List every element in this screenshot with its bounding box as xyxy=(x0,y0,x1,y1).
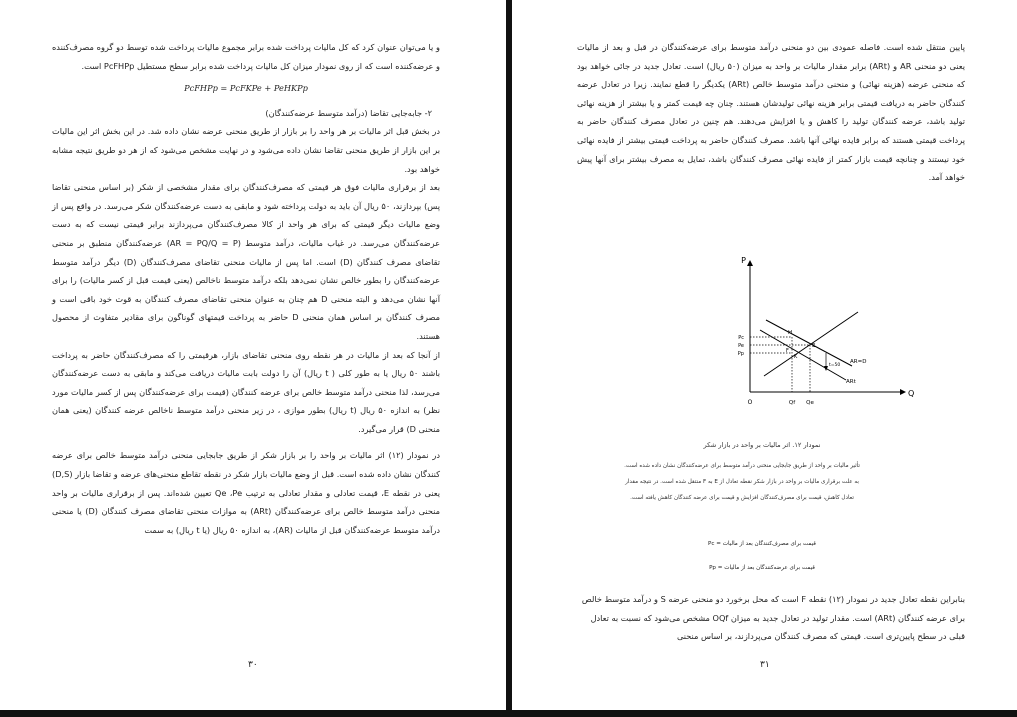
bottom-border xyxy=(0,710,1017,717)
price-label-pe: Pe xyxy=(738,343,744,349)
tax-equation: PcFHPp = PcFKPe + PeHKPp xyxy=(184,83,308,94)
axes xyxy=(747,260,906,395)
tax-diagram xyxy=(726,254,915,410)
section-heading: ۲- جابه‌جایی تقاضا (درآمد متوسط عرضه‌کنندگان) xyxy=(265,107,432,118)
left-text-column xyxy=(52,38,440,539)
ar-t-curve-label: ARt xyxy=(846,379,856,385)
right-text-column xyxy=(577,38,965,187)
point-k-label: K xyxy=(794,354,798,360)
consumer-price-definition: قیمت برای مصرف‌کنندگان بعد از مالیات = Pc xyxy=(708,541,816,547)
page-number: ۳۱ xyxy=(760,660,770,670)
right-page xyxy=(512,0,1017,710)
paragraph: پایین منتقل شده است. فاصله عمودی بین دو منحنی درآمد متوسط برای عرضه‌کنندگان در قبل و بعد از مالیات یعنی دو منحنی AR و (ARt) برابر مقدار مالیات بر واحد به میزان (۵۰ ریال) است. تعادل جدید در جائی خواهد بود که منحنی عرضه (هزینه نهائی) و منحنی درآمد متوسط خالص (ARt) یکدیگر را قطع نمایند. زیرا در تعادل عرضه کنندگان حاضر به دریافت قیمتی برابر هزینه نهائی تولیدشان هستند. چنان چه قیمت کمتر و یا بیشتر از هزینه نهائی تولید باشد، عرضه کنندگان تولید را کاهش و یا افزایش می‌دهند. هم چنین در تعادل مصرف کنندگان حاضر به پرداخت قیمتی هستند که برابر فایده نهائی آنها باشد. مصرف کنندگان حاضر به پرداخت قیمتی بیشتر از فایده نهائی خود نیستند و چنانچه قیمت بازار کمتر از فایده نهائی مصرف کنندگان باشد، تمایل به مصرف بیشتر برای آنها پیش خواهد آمد. xyxy=(577,42,965,183)
left-page xyxy=(0,0,506,710)
point-h-label: H xyxy=(788,330,793,336)
qty-label-qf: Qf xyxy=(788,400,796,406)
paragraph: در بخش قبل اثر مالیات بر هر واحد را بر بازار از طریق منحنی عرضه نشان داده شد. در این بخش اثر این مالیات بر این بازار از طریق منحنی تقاضا نشان داده می‌شود و در نهایت مشخص می‌شود که از هر دو طریق نتیجه مشابه خواهد بود. xyxy=(52,126,440,174)
figure-caption-title: نمودار ۱۲. اثر مالیات بر واحد در بازار شکر xyxy=(703,441,821,449)
paragraph: از آنجا که بعد از مالیات در هر نقطه روی منحنی تقاضای بازار، هرقیمتی را که مصرف‌کنندگان حاضر به پرداخت باشند ۵۰ ریال یا به طور کلی ( t ریال) آن را دولت بابت مالیات دریافت می‌کند و مابقی به دست عرضه‌کنندگان می‌رسد، لذا منحنی درآمد متوسط خالص برای عرضه کنندگان (قیمت برای عرضه‌کنندگان پس از کسر مالیات مورد نظر) به اندازه ۵۰ ریال (t ریال) بطور موازی ، در زیر منحنی درآمد متوسط ناخالص عرضه کنندگان (یعنی همان منحنی D) قرار می‌گیرد. xyxy=(52,349,441,434)
paragraph: و یا می‌توان عنوان کرد که کل مالیات پرداخت شده برابر مجموع مالیات پرداخت شده توسط دو گروه مصرف‌کننده و عرضه‌کننده است که از روی نمودار میزان کل مالیات پرداخت شده برابر سطح مستطیل PcFHPp است. xyxy=(52,42,440,71)
figure-caption-body: تأثیر مالیات بر واحد از طریق جابجایی منحنی درآمد متوسط برای عرضه‌کنندگان نشان داده شده است. به علت برقراری مالیات بر واحد در بازار شکر نقطه تعادل از E به F منتقل شده است. در نتیجه مقدار تعادل کاهش، قیمت برای مصرف‌کنندگان افزایش و قیمت برای عرضه کنندگان کاهش یافته است. xyxy=(624,463,860,501)
page-number: ۳۰ xyxy=(248,660,258,670)
point-e-label: E xyxy=(812,343,816,349)
paragraph: بعد از برقراری مالیات فوق هر قیمتی که مصرف‌کنندگان برای مقدار مشخصی از شکر (بر اساس منحنی تقاضا پس) بپردازند، ۵۰ ریال آن باید به دولت پرداخته شود و مابقی به دست عرضه‌کنندگان شکر می‌رسد. در واقع پس از وضع مالیات دیگر قیمتی که برای هر واحد از کالا مصرف‌کنندگان می‌پردازند برابر قیمتی نیست که به دست عرضه‌کنندگان می‌رسد. در غیاب مالیات، درآمد متوسط (AR = PQ/Q = P) عرضه‌کنندگان منطبق بر منحنی تقاضای مصرف کنندگان (D) است. اما پس از مالیات منحنی تقاضای مصرف‌کنندگان (D) دیگر درآمد متوسط عرضه‌کنندگان را بطور خالص نشان نمی‌دهد بلکه درآمد متوسط ناخالص (یعنی قیمت قبل از کسر مالیات) را برای آنها نشان می‌دهد و البته منحنی D هم چنان به عنوان منحنی تقاضای مصرف کنندگان به قوت خود باقی است و مصرف کنندگان بر اساس همان منحنی D حاضر به پرداخت قیمتهای گوناگون برای مقادیر متفاوت از محصول هستند. xyxy=(52,182,441,341)
tax-amount-label: t=50 xyxy=(829,363,841,368)
paragraph: در نمودار (۱۲) اثر مالیات بر واحد را بر بازار شکر از طریق جابجایی منحنی درآمد متوسط خالص برای عرضه کنندگان نشان داده شده است. قبل از وضع مالیات بازار شکر در نقطه تقاطع منحنی‌های عرضه و تقاضا بازار (D,S) یعنی در نقطه E، قیمت تعادلی و مقدار تعادلی به ترتیب Qe ،Pe تعیین شده‌اند. پس از برقراری مالیات بر واحد منحنی درآمد متوسط خالص برای عرضه‌کنندگان (ARt) به موازات منحنی تقاضای مصرف کنندگان (D) یا منحنی درآمد متوسط عرضه‌کنندگان قبل از مالیات (AR)، به اندازه ۵۰ ریال (یا t ریال) به سمت xyxy=(52,450,441,535)
qty-label-qe: Qe xyxy=(806,400,814,406)
price-label-pc: Pc xyxy=(738,335,744,341)
axis-q-label: Q xyxy=(908,389,915,398)
right-last-paragraph-wrap xyxy=(577,590,965,646)
ar-t-curve xyxy=(760,330,846,380)
demand-curve xyxy=(766,320,852,366)
paragraph: بنابراین نقطه تعادل جدید در نمودار (۱۲) نقطه F است که محل برخورد دو منحنی عرضه S و درآمد متوسط خالص برای عرضه کنندگان (ARt) است. مقدار تولید در تعادل جدید به میزان OQf مشخص می‌شود که نسبت به تعادل قبلی در سطح پایین‌تری است. قیمتی که مصرف کنندگان می‌پردازند، بر اساس منحنی xyxy=(581,594,965,642)
guide-lines xyxy=(750,337,810,392)
origin-label: O xyxy=(747,399,753,406)
ar-curve-label: AR=D xyxy=(850,359,867,365)
tax-arrowhead xyxy=(824,366,828,371)
axis-p-label: P xyxy=(741,256,746,265)
price-label-pp: Pp xyxy=(737,351,744,357)
point-f-label: F xyxy=(786,348,789,354)
producer-price-definition: قیمت برای عرضه‌کنندگان بعد از مالیات = Pp xyxy=(709,565,815,571)
